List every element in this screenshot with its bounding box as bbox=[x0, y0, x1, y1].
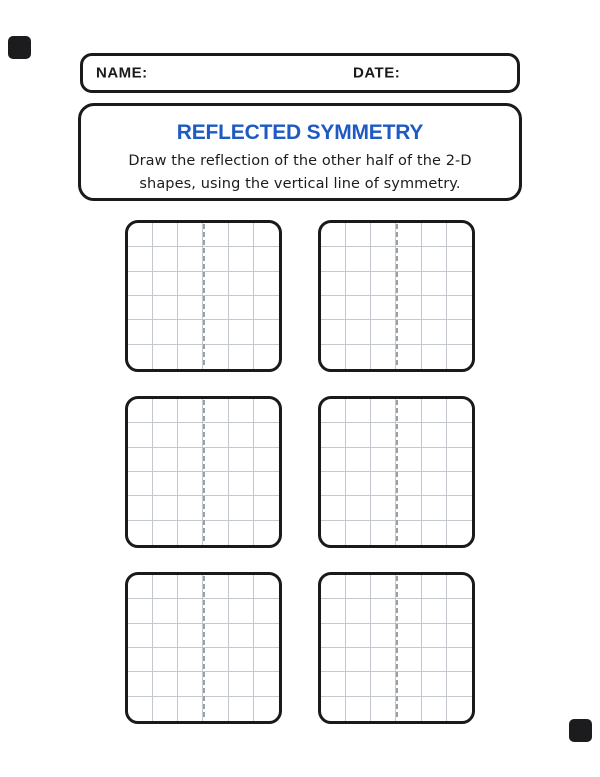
grid-cell[interactable] bbox=[128, 599, 153, 623]
grid-cell[interactable] bbox=[422, 697, 447, 721]
grid-cell[interactable] bbox=[396, 697, 421, 721]
grid-cell[interactable] bbox=[254, 472, 279, 496]
grid-cell[interactable] bbox=[178, 575, 203, 599]
grid-cell[interactable] bbox=[422, 247, 447, 271]
grid-cell[interactable] bbox=[346, 575, 371, 599]
grid-cell[interactable] bbox=[153, 247, 178, 271]
grid-cell[interactable] bbox=[422, 423, 447, 447]
grid-cell[interactable] bbox=[422, 472, 447, 496]
grid-cell[interactable] bbox=[254, 672, 279, 696]
grid-cell[interactable] bbox=[396, 521, 421, 545]
grid-cell[interactable] bbox=[128, 448, 153, 472]
grid-cell[interactable] bbox=[254, 496, 279, 520]
grid-cell[interactable] bbox=[229, 697, 254, 721]
grid-cell[interactable] bbox=[321, 296, 346, 320]
grid-cell[interactable] bbox=[371, 624, 396, 648]
grid-cell[interactable] bbox=[422, 496, 447, 520]
grid-cell[interactable] bbox=[229, 399, 254, 423]
grid-cell[interactable] bbox=[203, 575, 228, 599]
grid-cell[interactable] bbox=[447, 575, 472, 599]
grid-cell[interactable] bbox=[371, 448, 396, 472]
grid-cell[interactable] bbox=[153, 521, 178, 545]
grid-cell[interactable] bbox=[447, 648, 472, 672]
grid-cell[interactable] bbox=[321, 448, 346, 472]
grid-cell[interactable] bbox=[346, 296, 371, 320]
grid-cell[interactable] bbox=[153, 624, 178, 648]
grid-cell[interactable] bbox=[321, 697, 346, 721]
grid-cell[interactable] bbox=[153, 697, 178, 721]
worksheet-grid-area bbox=[125, 220, 475, 724]
grid-cell[interactable] bbox=[346, 624, 371, 648]
grid-cell[interactable] bbox=[371, 247, 396, 271]
grid-cell[interactable] bbox=[128, 320, 153, 344]
grid-cell[interactable] bbox=[128, 697, 153, 721]
grid-cell[interactable] bbox=[203, 223, 228, 247]
grid-cell[interactable] bbox=[321, 345, 346, 369]
grid-cell[interactable] bbox=[229, 624, 254, 648]
grid-cell[interactable] bbox=[254, 521, 279, 545]
grid-cell[interactable] bbox=[178, 648, 203, 672]
grid-cell[interactable] bbox=[128, 423, 153, 447]
grid-cell[interactable] bbox=[422, 296, 447, 320]
symmetry-grid-box[interactable] bbox=[318, 396, 475, 548]
grid-cell[interactable] bbox=[447, 247, 472, 271]
grid-cell[interactable] bbox=[153, 672, 178, 696]
grid-cell[interactable] bbox=[346, 272, 371, 296]
grid-cell[interactable] bbox=[178, 272, 203, 296]
grid-cell[interactable] bbox=[346, 599, 371, 623]
grid-cell[interactable] bbox=[128, 345, 153, 369]
corner-mark-bottom-right bbox=[569, 719, 592, 742]
worksheet-title: REFLECTED SYMMETRY bbox=[176, 121, 424, 144]
grid-cell[interactable] bbox=[396, 599, 421, 623]
grid-cell[interactable] bbox=[371, 521, 396, 545]
grid-cell[interactable] bbox=[203, 320, 228, 344]
date-write-area[interactable] bbox=[403, 62, 507, 84]
grid-cell[interactable] bbox=[321, 423, 346, 447]
grid-cell[interactable] bbox=[203, 272, 228, 296]
grid-cell[interactable] bbox=[128, 496, 153, 520]
grid-cell[interactable] bbox=[153, 399, 178, 423]
grid-cell[interactable] bbox=[371, 320, 396, 344]
grid-cell[interactable] bbox=[422, 672, 447, 696]
grid-cell[interactable] bbox=[254, 272, 279, 296]
grid-cell[interactable] bbox=[396, 624, 421, 648]
grid-cell[interactable] bbox=[396, 345, 421, 369]
grid-cell[interactable] bbox=[396, 272, 421, 296]
grid-cell[interactable] bbox=[447, 423, 472, 447]
grid-cell[interactable] bbox=[178, 247, 203, 271]
grid-cell[interactable] bbox=[346, 472, 371, 496]
grid-cell[interactable] bbox=[396, 448, 421, 472]
grid-cell[interactable] bbox=[128, 624, 153, 648]
grid-cell[interactable] bbox=[422, 448, 447, 472]
grid-cell[interactable] bbox=[203, 247, 228, 271]
title-card bbox=[78, 103, 522, 201]
grid-cell[interactable] bbox=[447, 672, 472, 696]
grid-cell[interactable] bbox=[254, 697, 279, 721]
grid-cell[interactable] bbox=[229, 648, 254, 672]
grid-cell[interactable] bbox=[203, 521, 228, 545]
grid-cell[interactable] bbox=[178, 599, 203, 623]
grid-cell[interactable] bbox=[447, 521, 472, 545]
grid-cell[interactable] bbox=[371, 697, 396, 721]
symmetry-grid-box[interactable] bbox=[125, 572, 282, 724]
grid-cell[interactable] bbox=[203, 599, 228, 623]
grid-cell[interactable] bbox=[447, 399, 472, 423]
grid-cell[interactable] bbox=[254, 223, 279, 247]
grid-cell[interactable] bbox=[178, 423, 203, 447]
grid-cell[interactable] bbox=[128, 521, 153, 545]
grid-cell[interactable] bbox=[254, 423, 279, 447]
grid-cell[interactable] bbox=[321, 521, 346, 545]
grid-cell[interactable] bbox=[254, 599, 279, 623]
grid-cell[interactable] bbox=[422, 345, 447, 369]
grid-cell[interactable] bbox=[128, 272, 153, 296]
grid-cell[interactable] bbox=[346, 423, 371, 447]
grid-cell[interactable] bbox=[254, 624, 279, 648]
grid-cell[interactable] bbox=[178, 345, 203, 369]
grid-cell[interactable] bbox=[396, 399, 421, 423]
grid-cell[interactable] bbox=[229, 296, 254, 320]
grid-cell[interactable] bbox=[422, 648, 447, 672]
grid-cell[interactable] bbox=[371, 472, 396, 496]
grid-cell[interactable] bbox=[321, 672, 346, 696]
grid-cell[interactable] bbox=[178, 399, 203, 423]
grid-cell[interactable] bbox=[321, 247, 346, 271]
grid-cell[interactable] bbox=[447, 599, 472, 623]
grid-cell[interactable] bbox=[371, 399, 396, 423]
grid-cell[interactable] bbox=[371, 599, 396, 623]
grid-cell[interactable] bbox=[178, 697, 203, 721]
grid-cell[interactable] bbox=[178, 296, 203, 320]
grid-cell[interactable] bbox=[346, 399, 371, 423]
grid-cell[interactable] bbox=[229, 320, 254, 344]
grid-cell[interactable] bbox=[447, 296, 472, 320]
grid-cell[interactable] bbox=[178, 496, 203, 520]
grid-cell[interactable] bbox=[346, 223, 371, 247]
name-label: NAME: bbox=[96, 64, 148, 82]
grid-cell[interactable] bbox=[153, 272, 178, 296]
grid-cell[interactable] bbox=[229, 345, 254, 369]
grid-cell[interactable] bbox=[321, 272, 346, 296]
grid-cell[interactable] bbox=[128, 472, 153, 496]
grid-cell[interactable] bbox=[396, 648, 421, 672]
grid-cell[interactable] bbox=[447, 448, 472, 472]
grid-cell[interactable] bbox=[321, 223, 346, 247]
grid-cell[interactable] bbox=[321, 472, 346, 496]
grid-cell[interactable] bbox=[153, 423, 178, 447]
grid-cell[interactable] bbox=[153, 345, 178, 369]
symmetry-grid-box[interactable] bbox=[318, 572, 475, 724]
grid-cell[interactable] bbox=[229, 599, 254, 623]
grid-cell[interactable] bbox=[396, 296, 421, 320]
grid-cell[interactable] bbox=[371, 496, 396, 520]
grid-cell[interactable] bbox=[203, 624, 228, 648]
symmetry-grid-box[interactable] bbox=[125, 220, 282, 372]
grid-cell[interactable] bbox=[346, 648, 371, 672]
instructions-line-1: Draw the reflection of the other half of the 2-D bbox=[128, 153, 472, 169]
grid-cell[interactable] bbox=[447, 272, 472, 296]
symmetry-line-icon bbox=[396, 576, 398, 720]
grid-cell[interactable] bbox=[128, 672, 153, 696]
symmetry-line-icon bbox=[396, 224, 398, 368]
grid-cell[interactable] bbox=[178, 672, 203, 696]
grid-cell[interactable] bbox=[254, 247, 279, 271]
grid-cell[interactable] bbox=[422, 575, 447, 599]
grid-cell[interactable] bbox=[229, 521, 254, 545]
grid-cell[interactable] bbox=[396, 672, 421, 696]
grid-cell[interactable] bbox=[128, 296, 153, 320]
symmetry-line-icon bbox=[203, 224, 205, 368]
grid-cell[interactable] bbox=[229, 575, 254, 599]
grid-cell[interactable] bbox=[371, 345, 396, 369]
grid-cell[interactable] bbox=[396, 496, 421, 520]
grid-cell[interactable] bbox=[254, 320, 279, 344]
grid-cell[interactable] bbox=[396, 472, 421, 496]
grid-cell[interactable] bbox=[396, 247, 421, 271]
grid-cell[interactable] bbox=[153, 320, 178, 344]
grid-cell[interactable] bbox=[229, 496, 254, 520]
grid-cell[interactable] bbox=[254, 345, 279, 369]
grid-cell[interactable] bbox=[422, 599, 447, 623]
grid-cell[interactable] bbox=[153, 296, 178, 320]
grid-cell[interactable] bbox=[447, 345, 472, 369]
grid-cell[interactable] bbox=[153, 223, 178, 247]
grid-cell[interactable] bbox=[321, 575, 346, 599]
grid-cell[interactable] bbox=[396, 423, 421, 447]
grid-cell[interactable] bbox=[203, 496, 228, 520]
grid-cell[interactable] bbox=[346, 672, 371, 696]
grid-cell[interactable] bbox=[346, 496, 371, 520]
grid-cell[interactable] bbox=[422, 624, 447, 648]
grid-cell[interactable] bbox=[128, 399, 153, 423]
grid-cell[interactable] bbox=[422, 399, 447, 423]
symmetry-line-icon bbox=[203, 576, 205, 720]
corner-mark-top-left bbox=[8, 36, 31, 59]
grid-cell[interactable] bbox=[346, 697, 371, 721]
grid-cell[interactable] bbox=[346, 345, 371, 369]
grid-cell[interactable] bbox=[346, 448, 371, 472]
grid-cell[interactable] bbox=[371, 672, 396, 696]
grid-cell[interactable] bbox=[447, 697, 472, 721]
grid-cell[interactable] bbox=[396, 320, 421, 344]
grid-cell[interactable] bbox=[346, 247, 371, 271]
grid-cell[interactable] bbox=[422, 521, 447, 545]
grid-cell[interactable] bbox=[396, 223, 421, 247]
grid-cell[interactable] bbox=[321, 399, 346, 423]
grid-cell[interactable] bbox=[128, 223, 153, 247]
grid-cell[interactable] bbox=[321, 496, 346, 520]
grid-cell[interactable] bbox=[178, 448, 203, 472]
grid-cell[interactable] bbox=[254, 399, 279, 423]
grid-cell[interactable] bbox=[178, 521, 203, 545]
grid-cell[interactable] bbox=[203, 648, 228, 672]
grid-cell[interactable] bbox=[203, 697, 228, 721]
grid-cell[interactable] bbox=[321, 648, 346, 672]
symmetry-line-icon bbox=[396, 400, 398, 544]
grid-cell[interactable] bbox=[203, 423, 228, 447]
grid-cell[interactable] bbox=[254, 448, 279, 472]
grid-cell[interactable] bbox=[371, 423, 396, 447]
instructions-line-2: shapes, using the vertical line of symmetry. bbox=[139, 176, 461, 192]
grid-cell[interactable] bbox=[128, 247, 153, 271]
grid-cell[interactable] bbox=[321, 599, 346, 623]
grid-cell[interactable] bbox=[254, 648, 279, 672]
grid-cell[interactable] bbox=[346, 521, 371, 545]
grid-cell[interactable] bbox=[153, 472, 178, 496]
grid-cell[interactable] bbox=[229, 272, 254, 296]
grid-cell[interactable] bbox=[422, 223, 447, 247]
grid-cell[interactable] bbox=[321, 624, 346, 648]
grid-cell[interactable] bbox=[203, 472, 228, 496]
grid-cell[interactable] bbox=[203, 448, 228, 472]
grid-cell[interactable] bbox=[346, 320, 371, 344]
grid-cell[interactable] bbox=[396, 575, 421, 599]
grid-cell[interactable] bbox=[371, 272, 396, 296]
grid-cell[interactable] bbox=[447, 320, 472, 344]
grid-cell[interactable] bbox=[254, 575, 279, 599]
grid-cell[interactable] bbox=[447, 496, 472, 520]
grid-cell[interactable] bbox=[371, 575, 396, 599]
grid-cell[interactable] bbox=[371, 648, 396, 672]
grid-cell[interactable] bbox=[128, 648, 153, 672]
grid-cell[interactable] bbox=[128, 575, 153, 599]
name-write-area[interactable] bbox=[147, 62, 345, 84]
grid-cell[interactable] bbox=[153, 448, 178, 472]
grid-cell[interactable] bbox=[229, 223, 254, 247]
grid-cell[interactable] bbox=[178, 320, 203, 344]
grid-cell[interactable] bbox=[203, 399, 228, 423]
grid-cell[interactable] bbox=[153, 648, 178, 672]
grid-cell[interactable] bbox=[321, 320, 346, 344]
grid-cell[interactable] bbox=[203, 296, 228, 320]
grid-cell[interactable] bbox=[229, 423, 254, 447]
grid-cell[interactable] bbox=[153, 599, 178, 623]
grid-cell[interactable] bbox=[371, 296, 396, 320]
grid-cell[interactable] bbox=[229, 448, 254, 472]
grid-cell[interactable] bbox=[178, 472, 203, 496]
grid-cell[interactable] bbox=[153, 496, 178, 520]
grid-cell[interactable] bbox=[229, 247, 254, 271]
grid-cell[interactable] bbox=[447, 223, 472, 247]
grid-cell[interactable] bbox=[447, 472, 472, 496]
grid-cell[interactable] bbox=[254, 296, 279, 320]
grid-cell[interactable] bbox=[422, 272, 447, 296]
symmetry-grid-box[interactable] bbox=[125, 396, 282, 548]
grid-cell[interactable] bbox=[229, 472, 254, 496]
grid-cell[interactable] bbox=[229, 672, 254, 696]
date-label: DATE: bbox=[353, 64, 401, 82]
grid-cell[interactable] bbox=[178, 624, 203, 648]
grid-cell[interactable] bbox=[153, 575, 178, 599]
symmetry-grid-box[interactable] bbox=[318, 220, 475, 372]
grid-cell[interactable] bbox=[422, 320, 447, 344]
grid-cell[interactable] bbox=[447, 624, 472, 648]
grid-cell[interactable] bbox=[178, 223, 203, 247]
grid-cell[interactable] bbox=[203, 345, 228, 369]
symmetry-line-icon bbox=[203, 400, 205, 544]
name-date-box bbox=[80, 53, 520, 93]
grid-cell[interactable] bbox=[371, 223, 396, 247]
grid-cell[interactable] bbox=[203, 672, 228, 696]
